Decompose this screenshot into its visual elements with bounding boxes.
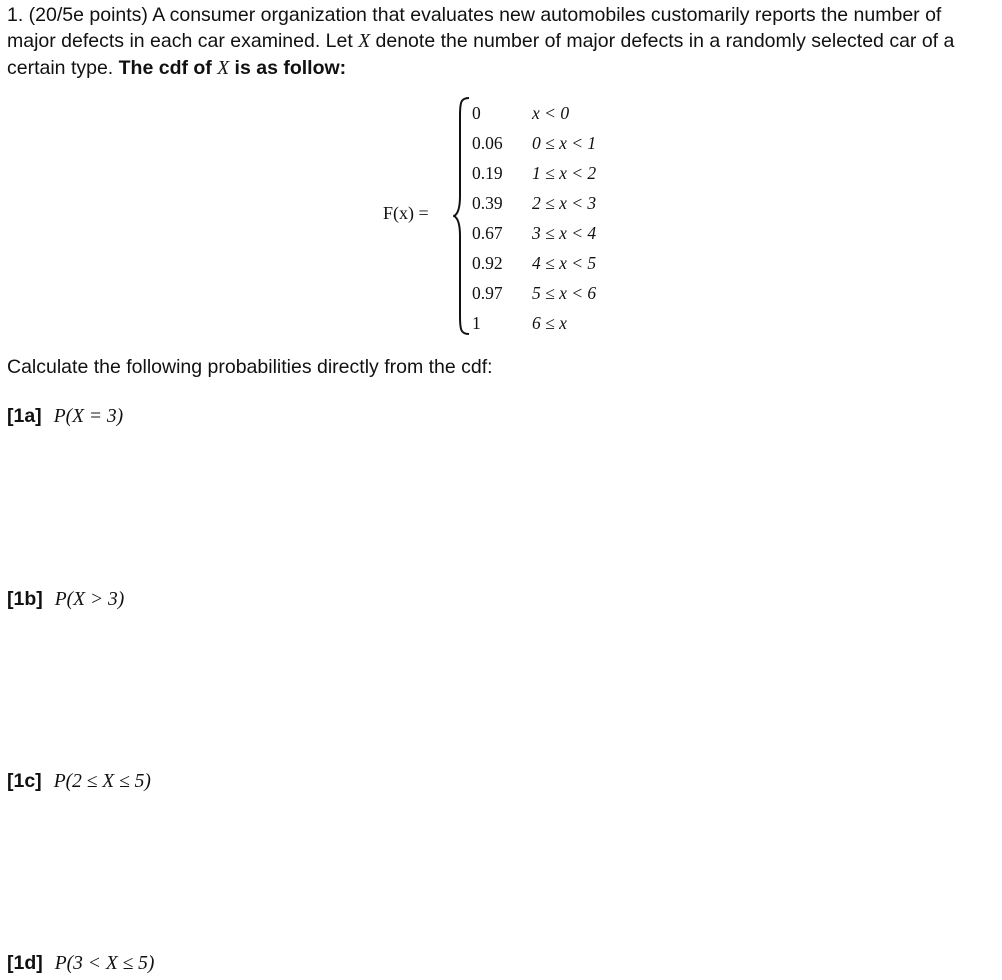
problem-line-2 [7,28,997,55]
question-1b [7,588,124,611]
cdf-lhs: F(x) = [383,203,429,223]
cdf-value: 0.92 [472,253,503,273]
cdf-row [472,278,632,308]
problem-line-1: 1. (20/5e points) A consumer organization that evaluates new automobiles customarily reports the number of [7,4,942,26]
cdf-value: 1 [472,313,481,333]
problem-line-2b: denote the number of major defects in a randomly selected car of a [370,30,955,52]
cdf-condition: 3 ≤ x < 4 [532,223,597,243]
problem-line-3 [7,55,997,82]
cdf-row [472,98,632,128]
question-1a [7,405,123,428]
cdf-condition: 5 ≤ x < 6 [532,283,597,303]
question-expression: P(2 ≤ X ≤ 5) [53,771,151,792]
question-expression: P(3 < X ≤ 5) [54,953,155,974]
question-expression: P(X > 3) [54,589,125,610]
cdf-heading-a: The cdf of [118,57,218,79]
cdf-value: 0.97 [472,283,503,303]
question-1c [7,770,151,793]
cdf-condition: 4 ≤ x < 5 [532,253,597,273]
problem-line-2a: major defects in each car examined. Let [7,30,359,52]
cdf-row [472,218,632,248]
cdf-condition: 6 ≤ x [532,313,567,333]
problem-line-3a: certain type. [7,57,119,79]
variable-x-2: X [217,58,230,79]
question-tag: [1d] [7,952,43,974]
cdf-value: 0.06 [472,133,503,153]
question-tag: [1c] [7,770,42,792]
question-1d [7,952,154,975]
cdf-row [472,158,632,188]
cdf-heading [119,57,347,79]
left-brace-icon [453,96,471,336]
cdf-row [472,248,632,278]
cdf-heading-b: is as follow: [229,57,347,79]
cdf-condition: x < 0 [532,103,570,123]
cdf-value: 0.67 [472,223,503,243]
cdf-value: 0 [472,103,481,123]
problem-statement [7,2,997,82]
cdf-table [472,98,632,338]
cdf-condition: 2 ≤ x < 3 [532,193,597,213]
cdf-condition: 1 ≤ x < 2 [532,163,597,183]
cdf-value: 0.39 [472,193,503,213]
question-tag: [1a] [7,405,42,427]
variable-x: X [358,31,371,52]
cdf-row [472,308,632,338]
cdf-condition: 0 ≤ x < 1 [532,133,597,153]
instruction-text: Calculate the following probabilities directly from the cdf: [7,356,493,378]
cdf-row [472,188,632,218]
cdf-row [472,128,632,158]
question-expression: P(X = 3) [53,406,124,427]
question-tag: [1b] [7,588,43,610]
cdf-value: 0.19 [472,163,503,183]
